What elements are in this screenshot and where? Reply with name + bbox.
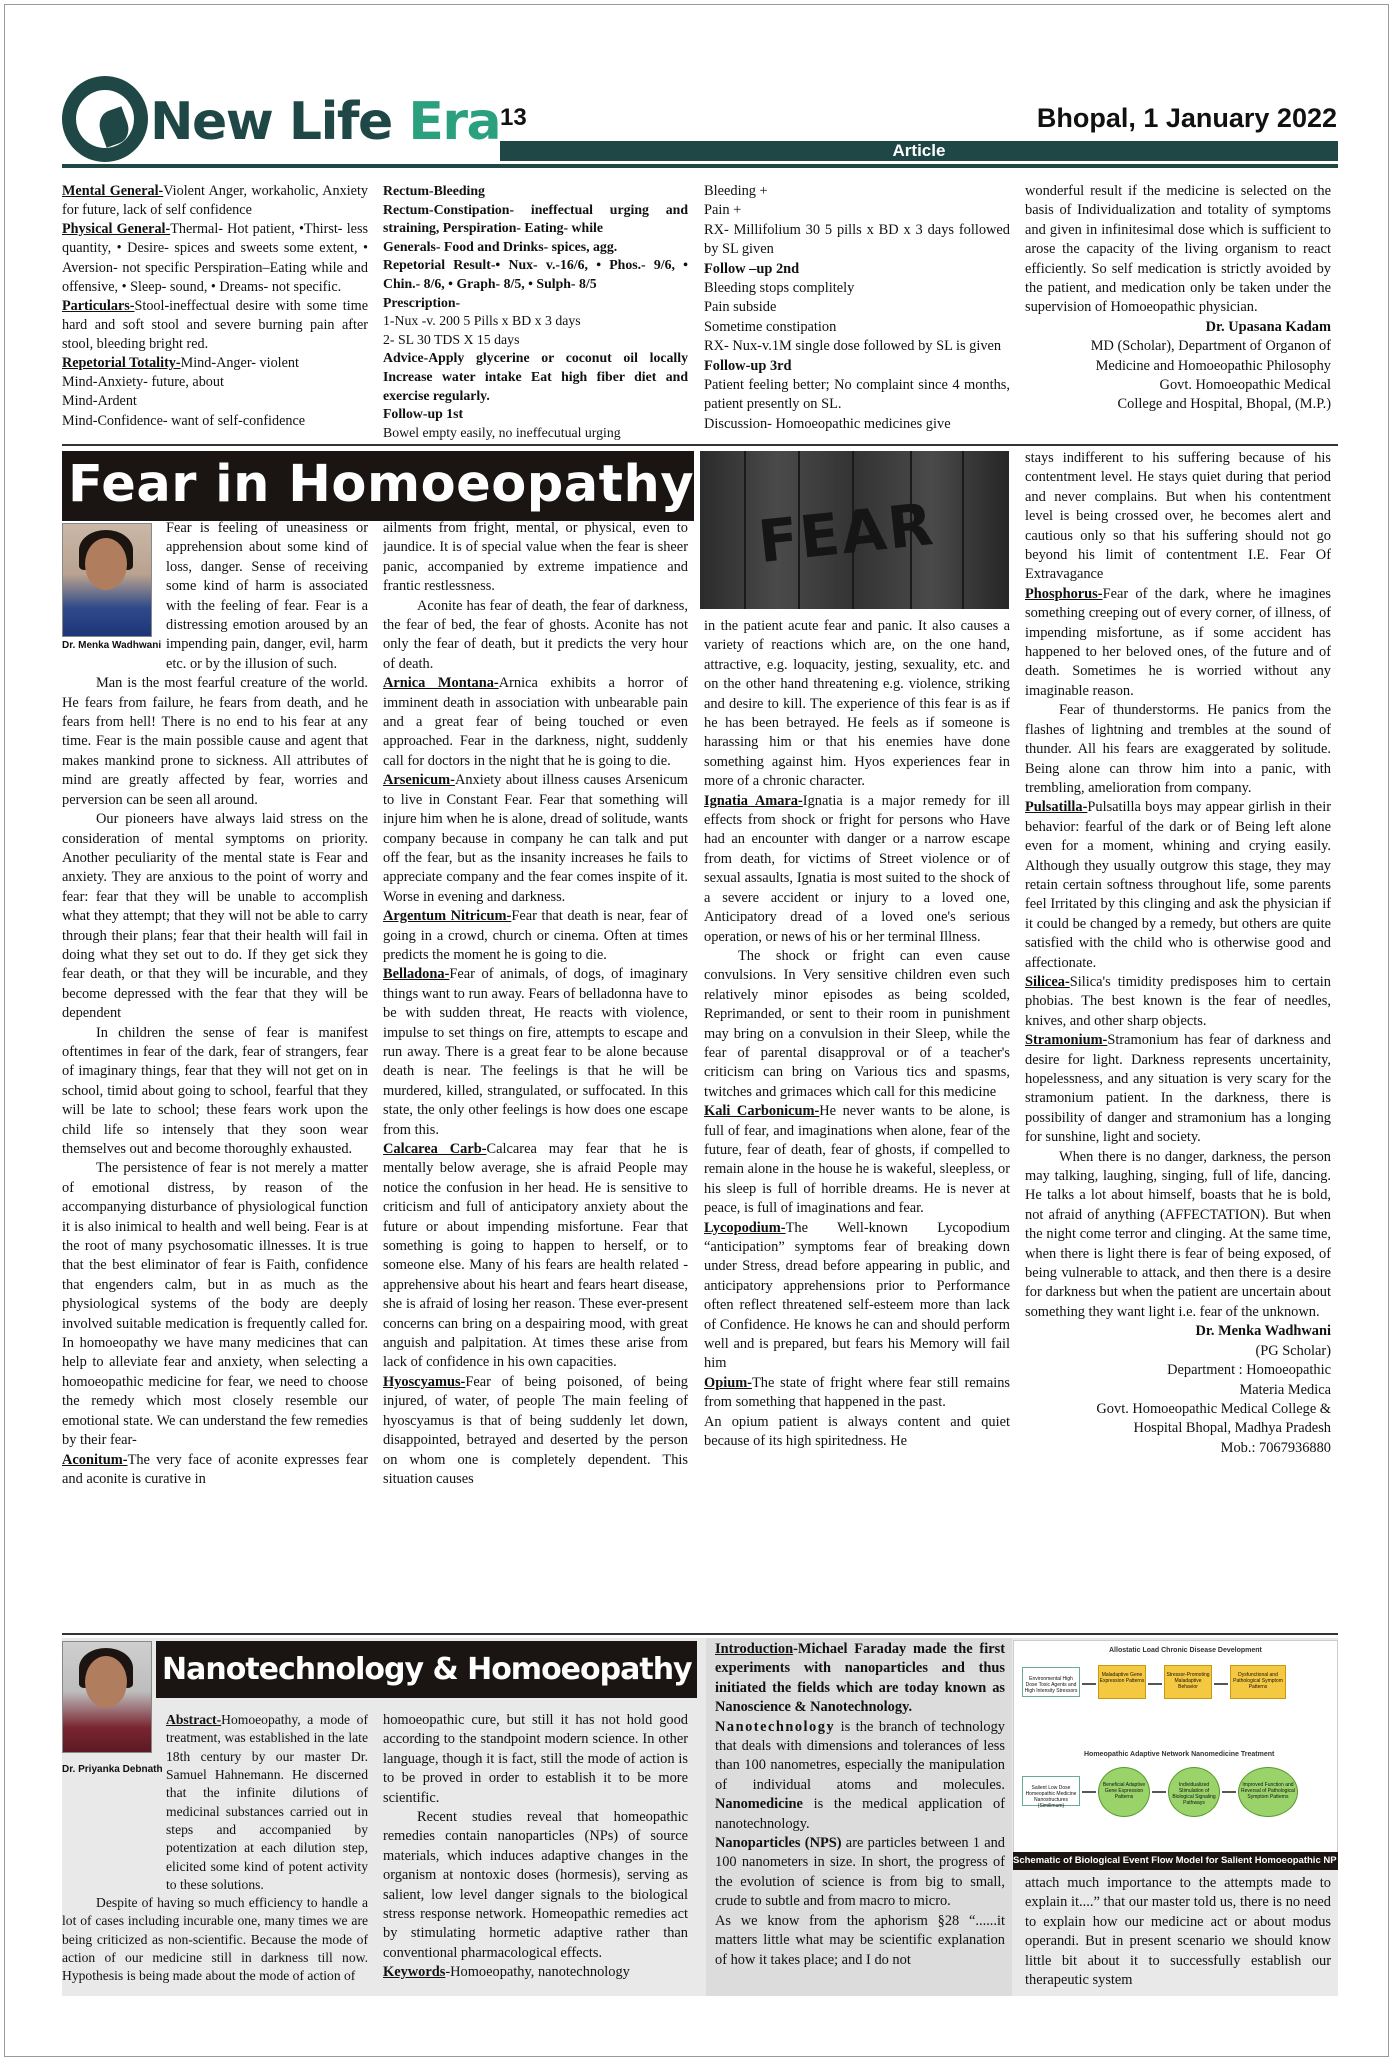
paragraph-text: An opium patient is always content and quiet because of its high spiritedness. He bbox=[704, 1413, 1010, 1450]
paragraph-text: Mind-Confidence- want of self-confidence bbox=[62, 412, 306, 429]
top-column-2 bbox=[383, 182, 688, 444]
top-line: Discussion- Homoeopathic medicines give bbox=[704, 415, 951, 432]
top-line: Repetorial Result-• Nux- v.-16/6, • Phos.- 9/6, • Chin.- 8/6, • Graph- 8/5, • Sulph- 8/5 bbox=[383, 257, 688, 291]
remedy-heading: Lycopodium- bbox=[704, 1219, 786, 1236]
author-affiliation: Medicine and Homoeopathic Philosophy bbox=[1095, 357, 1331, 374]
signature-line: Hospital Bhopal, Madhya Pradesh bbox=[1133, 1420, 1331, 1437]
top-line: Follow-up 1st bbox=[383, 406, 464, 422]
remedy-heading: Repetorial Totality- bbox=[62, 355, 181, 372]
brand-name: New Life Era bbox=[150, 92, 501, 152]
remedy-heading: Ignatia Amara- bbox=[704, 792, 803, 809]
top-line: 1-Nux -v. 200 5 Pills x BD x 3 days bbox=[383, 313, 581, 329]
fear-paragraph bbox=[704, 617, 1010, 792]
top-line: Rectum-Bleeding bbox=[383, 183, 485, 198]
paragraph-text: Fear of being poisoned, of being injured, of water, of people The main feeling of hyoscyamus is that of being suddenly let down, disappointed, betrayed and deserted by the person on whom one is completely dependent. This situation causes bbox=[383, 1373, 688, 1487]
author-affiliation: Govt. Homoeopathic Medical bbox=[1159, 377, 1331, 394]
nano-column-1: Abstract-Homoeopathy, a mode of treatment, was established in the late 18th century by our master Dr. Samuel Hahnemann. He discerned that the infinite dilutions of medicinal substances carried out in steps and accompanied by potentization at each dilution step, elicited some kind of potent activity to these solutions. Despite of having so much efficiency to handle a lot of cases including incurable one, many times we are being criticized as non-scientific. Because the mode of action of our medicine still in darkness till now. Hypothesis is being made about the mode of action of bbox=[62, 1712, 368, 1984]
fear-paragraph bbox=[1025, 449, 1331, 585]
paragraph-text: Silica's timidity predisposes him to certain phobias. The best known is the fear of needles, knives, and other sharp objects. bbox=[1025, 973, 1331, 1029]
figure-box: Maladaptive Gene Expression Patterns bbox=[1098, 1665, 1146, 1699]
divider bbox=[62, 444, 1338, 446]
remedy-heading: Opium- bbox=[704, 1374, 752, 1391]
top-line: Bleeding stops complitely bbox=[704, 280, 855, 297]
fear-intro: Fear is feeling of uneasiness or apprehension about some kind of loss, danger. Sense of receiving some kind of harm is associated with the feeling of fear. Fear is a distressing emotion aroused by an impending pain, danger, evil, harm etc. or by the illusion of such. bbox=[166, 520, 368, 672]
figure-box: Environmental High Dose Toxic Agents and High Intensity Stressors bbox=[1022, 1667, 1080, 1697]
paragraph-text: He never wants to be alone, is full of fear, and imaginations when alone, fear of the future, fear of death, fear of ghosts, if compelled to remain alone in the house he is wakeful, sleepless, or his sleep is full of horrible dreams. He is never at peace, is full of imaginations and fear. bbox=[704, 1103, 1010, 1217]
figure-node: Beneficial Adaptive Gene Expression Patterns bbox=[1098, 1767, 1150, 1817]
section-label: Article bbox=[500, 141, 1338, 161]
paragraph-text: Mind-Ardent bbox=[62, 393, 137, 410]
dateline: Bhopal, 1 January 2022 bbox=[1036, 103, 1337, 133]
nano-column-2: homoeopathic cure, but still it has not hold good according to the standpoint modern science. In other language, though it is fact, still the mode of action is to be proved in order to establish it to be more scientific. Recent studies reveal that homeopathic remedies contain nanoparticles (NPs) of source materials, which induces adaptive changes in the organism at nontoxic doses (hormesis), serving as salient, low level danger signals to the biological stress response network. Homeopathic remedies act by stimulating hormetic adaptive rather than conventional pharmacological effects. Keywords-Homoeopathy, nanotechnology bbox=[383, 1712, 688, 1981]
top-paragraph bbox=[62, 412, 368, 431]
top-line: Generals- Food and Drinks- spices, agg. bbox=[383, 238, 618, 254]
paragraph-text: Fear of animals, of dogs, of imaginary things want to run away. Fears of belladonna have to be with sudden threat, He reacts with violence, impulse to set things on fire, attempts to escape and run away. There is a great fear to be alone because death is near. The feelings is that he will be murdered, killed, strangulated, or suffocated. In this state, the only other feelings is how does one escape from this. bbox=[383, 966, 688, 1138]
fear-paragraph bbox=[383, 1373, 688, 1489]
fear-image bbox=[700, 451, 1009, 609]
top-line: 2- SL 30 TDS X 15 days bbox=[383, 331, 520, 347]
fear-paragraph bbox=[383, 519, 688, 597]
paragraph-text: Fear of the dark, where he imagines something creeping out of every corner, of illness, of impending misfortune, as if some accident has happened to her beloved ones, of the future and of death. Sometimes he is worried without any imaginable reason. bbox=[1025, 585, 1331, 699]
divider bbox=[62, 164, 1338, 168]
paragraph-text: Calcarea may fear that he is mentally below average, she is afraid People may notice the confusion in her head. He is sensitive to criticism and full of anticipatory anxiety about the future or about impending misfortune. Fear that something is going to happen to herself, or to someone else. Many of his fears are health related -apprehensive about his heart and fears heart disease, she is afraid of losing her reason. These ever-present concerns can bring on a despairing mood, with great anguish and palpitation. At times these arise from lack of confidence in his own capacities. bbox=[383, 1141, 688, 1371]
paragraph-text: The state of fright where fear still remains from something that happened in the past. bbox=[704, 1374, 1010, 1411]
paragraph-text: Fear that death is near, fear of going in a crowd, church or cinema. Often at times predicts the moment he is going to die. bbox=[383, 908, 688, 963]
top-line: RX- Nux-v.1M single dose followed by SL is given bbox=[704, 338, 1002, 355]
remedy-heading: Arnica Montana- bbox=[383, 675, 499, 692]
figure-box: Dysfunctional and Pathological Symptom Patterns bbox=[1230, 1665, 1286, 1699]
top-column-4 bbox=[1025, 182, 1331, 444]
article-title: Fear in Homoeopathy bbox=[62, 451, 694, 521]
paragraph-text: Thermal- Hot patient, •Thirst- less quantity, • Desire- spices and sweets some extent, • Aversion- not specific Perspiration–Eating while and offensive, • Sleep- sound, • Dreams- not specific. bbox=[62, 221, 368, 295]
remedy-heading: Silicea- bbox=[1025, 973, 1070, 990]
paragraph-text: Mind-Anger- violent bbox=[180, 355, 299, 372]
fear-paragraph bbox=[1025, 1031, 1331, 1147]
figure-node: Improved Function and Reversal of Pathological Symptom Patterns bbox=[1238, 1767, 1298, 1817]
fear-paragraph bbox=[383, 965, 688, 1140]
paragraph-text: ailments from fright, mental, or physical, even to jaundice. It is of special value when the fear is sheer panic, accompanied by extreme impatience and frantic restlessness. bbox=[383, 520, 688, 595]
fear-paragraph: Man is the most fearful creature of the world. He fears from failure, he fears from death, and he fears from hell! There is no end to his fear at any time. Fear is the main possible cause and agent that makes mankind prone to sickness. All attributes of mind are greatly affected by fear, worries and perversion can be seen all around. bbox=[62, 675, 368, 808]
figure-box: Stressor-Promoting Maladaptive Behavior bbox=[1164, 1665, 1212, 1699]
remedy-heading: Hyoscyamus- bbox=[383, 1373, 466, 1390]
nano-column-4: attach much importance to the attempts made to explain it....” that our master told us, there is no need to explain how our medicine act or about modus operandi. But in present scenario we should know little bit about it to successfully establish our therapeutic system bbox=[1025, 1875, 1331, 1989]
fear-paragraph bbox=[704, 1413, 1010, 1452]
fear-paragraph bbox=[1025, 701, 1331, 798]
top-paragraph bbox=[62, 373, 368, 392]
author-caption: Dr. Priyanka Debnath bbox=[62, 1764, 163, 1775]
paragraph-text: When there is no danger, darkness, the person may talking, laughing, singing, full of life, dancing. He talks a lot about himself, boasts that he is bold, not afraid of anything (AFFECTATION). But when the night come terror and clinging. At the same time, when there is light there is fear of being exposed, of being vulnerable to attack, and then there is a desire for darkness but when the patient are uncertain about something they want light i.e. fear of the unknown. bbox=[1025, 1148, 1331, 1320]
signature-line: Department : Homoeopathic bbox=[1167, 1362, 1331, 1379]
fear-paragraph bbox=[383, 771, 688, 907]
fear-paragraph bbox=[1025, 973, 1331, 1031]
top-paragraph bbox=[62, 182, 368, 220]
top-line: Bowel empty easily, no ineffecutual urging bbox=[383, 424, 621, 440]
fear-paragraph: The persistence of fear is not merely a matter of emotional distress, by reason of the accompanying disturbance of physiological function it is also inimical to health and well being. Fear is at the root of many psychosomatic illnesses. It is true that the best eliminator of fear is Faith, confidence that engenders calm, but in as much as the physiological systems of the body are deeply involved suitable medication is frequently called for. In homoeopathy we have many medicines that can help to alleviate fear and anxiety, when selecting a homoeopathic medicine for fear, we need to choose the remedy which most closely resemble our emotional state. We can understand the few remedies by their fear- bbox=[62, 1160, 368, 1449]
top-line: Pain subside bbox=[704, 299, 777, 316]
top-line: Pain + bbox=[704, 202, 742, 219]
signature-line: Materia Medica bbox=[1239, 1381, 1331, 1398]
paragraph-text: Stool-ineffectual desire with some time hard and soft stool and severe burning pain after stool, bleeding bright red. bbox=[62, 297, 368, 352]
fear-paragraph: In children the sense of fear is manifest oftentimes in fear of the dark, fear of strangers, fear of imaginary things, fear that they will not get on in school, timid about going to school, fearful that they will be late to school; these fears work upon the child life so intensely that they soon wear themselves out and become thoroughly exhausted. bbox=[62, 1024, 368, 1157]
paragraph-text: Violent Anger, workaholic, Anxiety for future, lack of self confidence bbox=[62, 183, 368, 219]
remedy-heading: Physical General- bbox=[62, 221, 171, 238]
top-author: Dr. Upasana Kadam bbox=[1205, 318, 1331, 335]
author-affiliation: College and Hospital, Bhopal, (M.P.) bbox=[1117, 396, 1331, 413]
paragraph-text: Ignatia is a major remedy for ill effects from shock or fright for persons who Have had an encounter with danger or a narrow escape from death, for victims of Street violence or of sexual assaults, Ignatia is most suited to the shock of a severe accident or injury to a loved one, Anticipatory dread of a loved one's serious operation, or news of his or her terminal Illness. bbox=[704, 792, 1010, 945]
nano-column-3: Introduction-Michael Faraday made the first experiments with nanoparticles and thus initiated the fields which are today known as Nanoscience & Nanotechnology. Nanotechnology is the branch of technology that deals with dimensions and tolerances of less than 100 nanometres, especially the manipulation of individual atoms and molecules. Nanomedicine is the medical application of nanotechnology. Nanoparticles (NPS) are particles between 1 and 100 nanometers in size. In short, the progress of the evolution of science is from big to small, crude to subtle and from macro to micro. As we know from the aphorism §28 “......it matters little what may be scientific explanation of how it takes place; and I do not bbox=[715, 1641, 1005, 1968]
remedy-heading: Calcarea Carb- bbox=[383, 1141, 487, 1157]
paragraph-text: The shock or fright can even cause convulsions. In Very sensitive children even such relatively minor episodes as being scolded, Reprimanded, or sent to their room in punishment may bring on a convulsion in their Sleep, while the fear of parental disapproval or of a teacher's criticism can bring on Various tics and spasms, twitches and grimaces which call for this medicine bbox=[704, 947, 1010, 1100]
top-line: Prescription- bbox=[383, 294, 461, 310]
signature-line: Mob.: 7067936880 bbox=[1220, 1439, 1331, 1456]
top-line: Follow-up 3rd bbox=[704, 357, 792, 374]
logo-icon bbox=[62, 76, 148, 162]
top-line: Follow –up 2nd bbox=[704, 260, 800, 277]
page-number: 13 bbox=[500, 104, 527, 131]
fear-image-text: FEAR bbox=[754, 489, 938, 577]
fear-paragraph bbox=[383, 907, 688, 965]
article-title: Nanotechnology & Homoeopathy bbox=[156, 1641, 697, 1698]
top-line: Advice-Apply glycerine or coconut oil locally Increase water intake Eat high fiber diet and exercise regularly. bbox=[383, 350, 688, 403]
paragraph-text: Fear of thunderstorms. He panics from the flashes of lightning and trembles at the sound of thunder. All his fears are exaggerated by solitude. Being alone can throw him into a panic, with trembling, amelioration from company. bbox=[1025, 702, 1331, 796]
fear-column-3 bbox=[704, 617, 1010, 1627]
nanomedicine-flowchart bbox=[1013, 1640, 1338, 1870]
remedy-heading: Kali Carbonicum- bbox=[704, 1103, 820, 1120]
fear-paragraph bbox=[704, 1102, 1010, 1218]
fear-column-4 bbox=[1025, 449, 1331, 1629]
author-caption: Dr. Menka Wadhwani bbox=[62, 640, 162, 651]
fear-paragraph bbox=[383, 674, 688, 771]
figure-caption: Schematic of Biological Event Flow Model for Salient Homoeopathic NP Actions. bbox=[1013, 1852, 1338, 1870]
paragraph-text: Stramonium has fear of darkness and desire for light. Darkness represents uncertainity, hopelessness, and any situation is very scary for the stramonium patient. In the darkness, there is possibility of danger and stramonium has a longing for sunshine, light and society. bbox=[1025, 1032, 1331, 1146]
remedy-heading: Stramonium- bbox=[1025, 1032, 1108, 1049]
top-column-3 bbox=[704, 182, 1010, 444]
signature-line: (PG Scholar) bbox=[1255, 1342, 1331, 1359]
divider bbox=[62, 1633, 1338, 1635]
remedy-heading: Belladona- bbox=[383, 966, 450, 983]
figure-node: Salient Low Dose Homeopathic Medicine Nanostructures (Similimum) bbox=[1022, 1776, 1080, 1806]
fear-paragraph bbox=[1025, 585, 1331, 701]
top-column-1 bbox=[62, 182, 368, 444]
fear-paragraph: Our pioneers have always laid stress on the consideration of mental symptoms on priority. Another peculiarity of the mental state is Fear and anxiety. They are anxious to the point of worry and fear: fear that they will be unable to accomplish what they attempt; that they will not be able to carry through their plans; fear that their health will fail in doing what they set out to do. If they get sick they fear death, or that they will be incurable, and they become depressed with the fear that they will be dependent bbox=[62, 811, 368, 1022]
fear-paragraph bbox=[704, 792, 1010, 947]
top-line: Patient feeling better; No complaint since 4 months, patient presently on SL. bbox=[704, 377, 1010, 413]
top-line: RX- Millifolium 30 5 pills x BD x 3 days followed by SL given bbox=[704, 221, 1010, 258]
fear-paragraph bbox=[383, 1140, 688, 1373]
figure-title-bottom: Homeopathic Adaptive Network Nanomedicine Treatment bbox=[1084, 1751, 1275, 1758]
fear-column-1: Fear is feeling of uneasiness or apprehension about some kind of loss, danger. Sense of receiving some kind of harm is associated with the feeling of fear. Fear is a distressing emotion aroused by an impending pain, danger, evil, harm etc. or by the illusion of such. Man is the most fearful creature of the world. He fears from failure, he fears from death, and he fears from hell! There is no end to his fear at any time. Fear is the main possible cause and agent that makes mankind prone to sickness. All attributes of mind are greatly affected by fear, worries and perversion can be seen all around. Our pioneers have always laid stress on the consideration of mental symptoms on priority. Another peculiarity of the mental state is Fear and anxiety. They are anxious to the point of worry and fear: fear that they will be unable to accomplish what they attempt; that they will not be able to carry through their plans; fear that their health will fail in doing what they set out to do. If they get sick they fear death, or that they will be incurable, and they become depressed with the fear that they will be dependent In children the sense of fear is manifest oftentimes in fear of the dark, fear of strangers, fear of imaginary things, fear that they will not get on in school, timid about going to school, fearful that they will be late to school; these fears work upon the child life so intensely that they soon wear themselves out and become thoroughly exhausted. The persistence of fear is not merely a matter of emotional distress, by reason of the accompanying disturbance of physiological function it is also inimical to health and well being. Fear is at the root of many psychosomatic illnesses. It is true that the best eliminator of fear is Faith, confidence that engenders calm, but in as much as the physiological systems of the body are deeply involved suitable medication is frequently called for. In homoeopathy we have many medicines that can help to alleviate fear and anxiety, when selecting a homoeopathic medicine for fear, we need to choose the remedy which most closely resemble our emotional state. We can understand the few remedies by their fear- Aconitum-The very face of aconite expresses fear and aconite is curative in bbox=[62, 520, 368, 1487]
remedy-heading: Phosphorus- bbox=[1025, 585, 1103, 602]
signature-line: Govt. Homoeopathic Medical College & bbox=[1096, 1400, 1331, 1417]
top-paragraph bbox=[62, 297, 368, 354]
paragraph-text: stays indifferent to his suffering because of his contentment level. He stays quiet during that period and never complains. But when his contentment level is being crossed over, he becomes alert and cautious only so that his suffering should not go beyond his limit of contentment I.E. Fear Of Extravagance bbox=[1025, 450, 1331, 583]
paragraph-text: The Well-known Lycopodium “anticipation” symptoms fear of breaking down under Stress, dread before appearing in public, and anticipatory apprehensions prior to Performance often reflect threatened self-esteem more than lack of Confidence. He knows he can and should perform well and is prepared, but fears his Memory will fail him bbox=[704, 1219, 1010, 1372]
figure-node: Individualized Stimulation of Biological Signaling Pathways bbox=[1168, 1767, 1220, 1817]
remedy-heading: Pulsatilla- bbox=[1025, 799, 1088, 816]
fear-paragraph bbox=[704, 1219, 1010, 1374]
figure-title-top: Allostatic Load Chronic Disease Development bbox=[1109, 1647, 1262, 1654]
paragraph-text: in the patient acute fear and panic. It also causes a variety of reactions which are, on the one hand, attractive, e.g. loquacity, jesting, sexuality, etc. and on the other hand threatening e.g. violence, striking and desire to kill. The experience of this fear is as if he has been betrayed. He feels as if someone is harassing him or that his enemies have done something against him. Hyos experiences fear in more of a chronic character. bbox=[704, 618, 1010, 790]
paragraph-text: Pulsatilla boys may appear girlish in their behavior: fearful of the dark or of Being left alone even for a moment, whining and crying easily. Although they usually outgrow this stage, they may retain certain softness throughout life, some parents feel Irritated by this clinging and ask the physician if it could be changed by a remedy, but others are quite satisfied with the child who is otherwise good and affectionate. bbox=[1025, 799, 1331, 971]
fear-paragraph bbox=[1025, 1148, 1331, 1323]
top-paragraph bbox=[62, 392, 368, 411]
author-affiliation: MD (Scholar), Department of Organon of bbox=[1090, 338, 1331, 355]
top-line: Sometime constipation bbox=[704, 318, 837, 335]
top-line: Bleeding + bbox=[704, 183, 768, 199]
remedy-heading: Arsenicum- bbox=[383, 772, 455, 789]
top-col4-text: wonderful result if the medicine is selected on the basis of Individualization and totality of symptoms and given in infinitesimal dose which is sufficient to arose the capacity of the living organism to react efficiently. So self medication is strictly avoided by the patient, and medication only be taken under the supervision of Homoeopathic physician. bbox=[1025, 183, 1331, 316]
fear-paragraph bbox=[704, 1374, 1010, 1413]
paragraph-text: Aconite has fear of death, the fear of darkness, the fear of bed, the fear of ghosts. Aconite has not only the fear of death, but it predicts the very hour of death. bbox=[383, 597, 688, 672]
paragraph-text: Anxiety about illness causes Arsenicum to live in Constant Fear. Fear that something will injure him when he is alone, dread of solitude, wants company because in company he can talk and put off the fear, but as the insanity increases he fails to appreciate company and the fear comes inspite of it. Worse in evening and darkness. bbox=[383, 772, 688, 905]
top-line: Rectum-Constipation- ineffectual urging and straining, Perspiration- Eating- while bbox=[383, 201, 688, 236]
fear-paragraph bbox=[383, 597, 688, 675]
remedy-heading: Mental General- bbox=[62, 183, 164, 199]
remedy-heading: Argentum Nitricum- bbox=[383, 908, 512, 925]
fear-paragraph bbox=[704, 947, 1010, 1102]
fear-column-2 bbox=[383, 519, 688, 1627]
signature-name: Dr. Menka Wadhwani bbox=[1195, 1323, 1331, 1340]
top-paragraph bbox=[62, 220, 368, 297]
fear-paragraph bbox=[1025, 798, 1331, 973]
paragraph-text: Mind-Anxiety- future, about bbox=[62, 374, 224, 391]
remedy-heading: Particulars- bbox=[62, 297, 135, 314]
paragraph-text: Arnica exhibits a horror of imminent death in association with unbearable pain and a great fear of being touched or even approached. Fear in the darkness, night, suddenly call for doctors in the night that he is going to die. bbox=[383, 675, 688, 769]
top-paragraph bbox=[62, 354, 368, 373]
